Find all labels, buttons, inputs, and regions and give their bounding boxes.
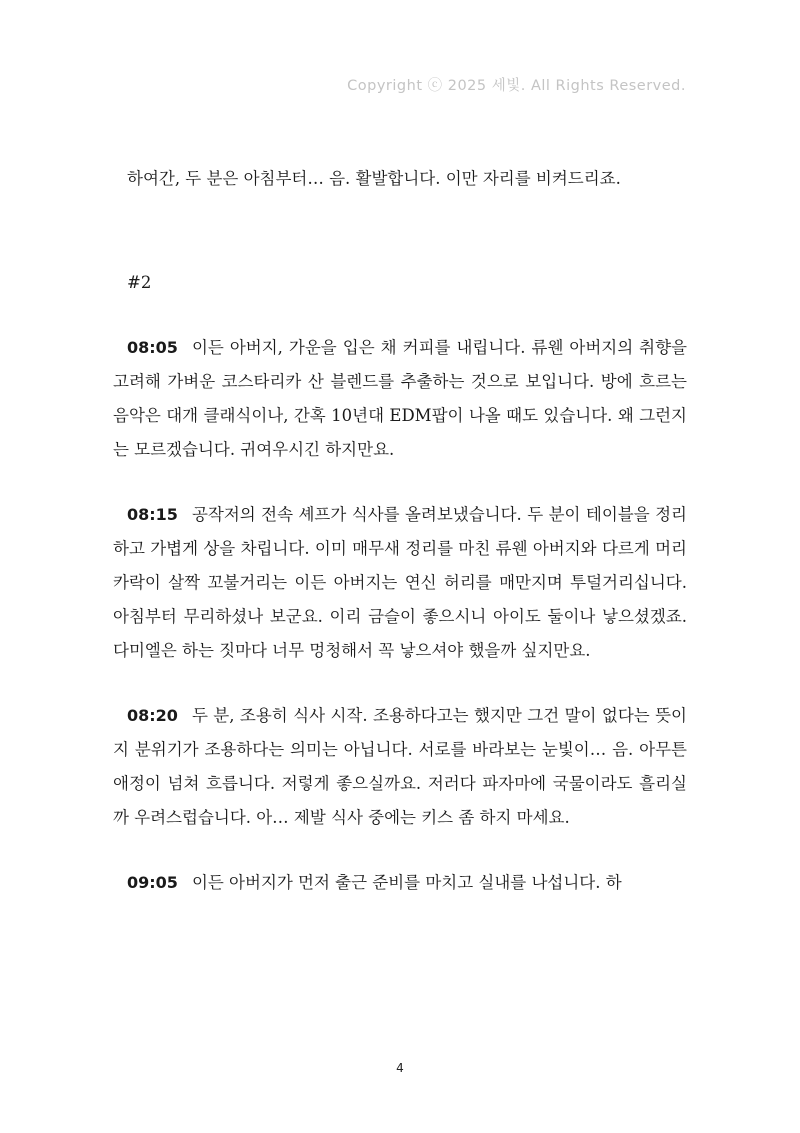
entry-text: 이든 아버지가 먼저 출근 준비를 마치고 실내를 나섭니다. 하 — [191, 873, 622, 892]
log-entry — [113, 498, 687, 668]
entry-time: 08:05 — [127, 338, 178, 357]
entry-time: 08:15 — [127, 505, 178, 524]
entry-time: 08:20 — [127, 706, 178, 725]
entry-text: 이든 아버지, 가운을 입은 채 커피를 내립니다. 류웬 아버지의 취향을 고려해 가벼운 코스타리카 산 블렌드를 추출하는 것으로 보입니다. 방에 흐르는 음악은 대개 클래식이나, 간혹 10년대 EDM팝이 나올 때도 있습니다. 왜 그런지는 모르겠습니다. 귀여우시긴 하지만요. — [113, 338, 687, 459]
entry-text: 공작저의 전속 셰프가 식사를 올려보냈습니다. 두 분이 테이블을 정리하고 가볍게 상을 차립니다. 이미 매무새 정리를 마친 류웬 아버지와 다르게 머리카락이 살짝 꼬불거리는 이든 아버지는 연신 허리를 매만지며 투덜거리십니다. 아침부터 무리하셨나 보군요. 이리 금슬이 좋으시니 아이도 둘이나 낳으셨겠죠. 다미엘은 하는 짓마다 너무 멍청해서 꼭 낳으셔야 했을까 싶지만요. — [113, 505, 687, 660]
document-body — [113, 162, 687, 931]
section-number: #2 — [127, 273, 152, 292]
entry-time: 09:05 — [127, 873, 178, 892]
log-entry — [113, 866, 687, 900]
page-number: 4 — [396, 1061, 404, 1075]
copyright-notice: Copyright ⓒ 2025 세빛. All Rights Reserved. — [347, 78, 686, 94]
entry-text: 두 분, 조용히 식사 시작. 조용하다고는 했지만 그건 말이 없다는 뜻이지 분위기가 조용하다는 의미는 아닙니다. 서로를 바라보는 눈빛이… 음. 아무튼 애정이 넘쳐 흐릅니다. 저렇게 좋으실까요. 저러다 파자마에 국물이라도 흘리실까 우려스럽습니다. 아… 제발 식사 중에는 키스 좀 하지 마세요. — [113, 706, 687, 827]
log-entry — [113, 331, 687, 467]
intro-paragraph: 하여간, 두 분은 아침부터… 음. 활발합니다. 이만 자리를 비켜드리죠. — [127, 169, 621, 188]
log-entry — [113, 699, 687, 835]
